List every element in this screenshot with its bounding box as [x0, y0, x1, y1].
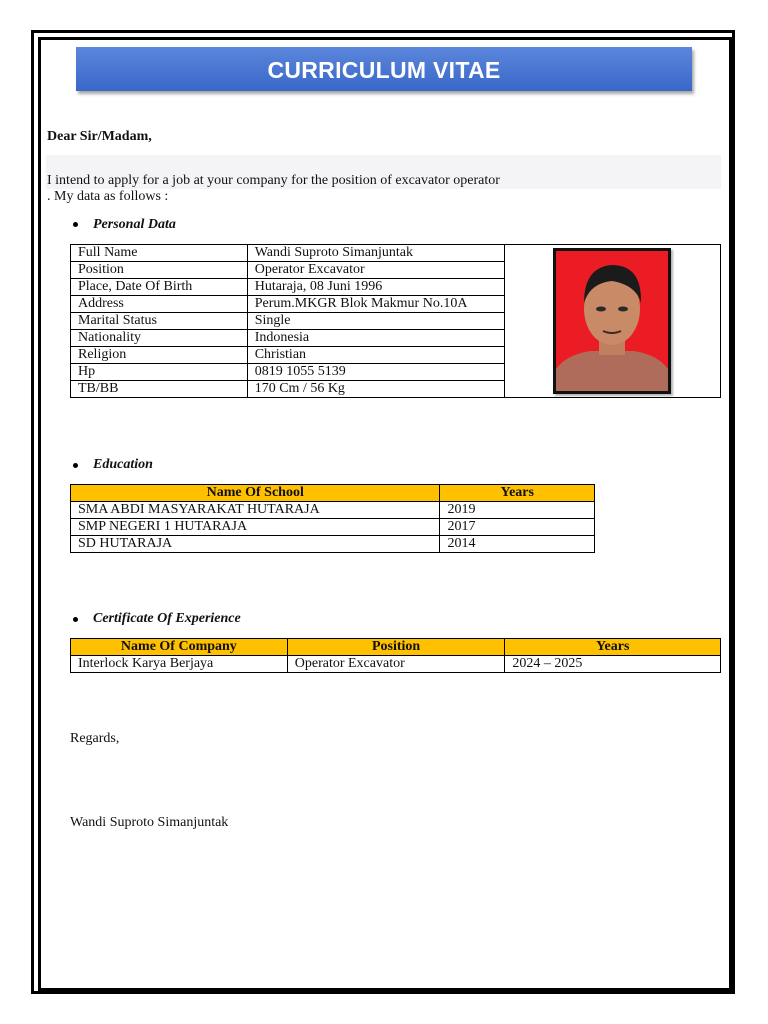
table-row — [71, 656, 721, 673]
school-name: SMA ABDI MASYARAKAT HUTARAJA — [71, 502, 440, 519]
greeting: Dear Sir/Madam, — [47, 129, 152, 144]
personal-label: Religion — [71, 347, 248, 364]
school-year: 2019 — [440, 502, 595, 519]
table-header-row — [71, 485, 595, 502]
column-header: Name Of Company — [71, 639, 288, 656]
bullet-icon — [73, 463, 78, 468]
cv-title-banner: CURRICULUM VITAE — [76, 47, 692, 91]
intro-line-1: I intend to apply for a job at your company for the position of excavator operator — [47, 173, 500, 188]
closing: Regards, — [70, 731, 120, 746]
school-year: 2014 — [440, 536, 595, 553]
column-header: Years — [440, 485, 595, 502]
school-year: 2017 — [440, 519, 595, 536]
personal-value: Operator Excavator — [247, 262, 504, 279]
personal-value: Perum.MKGR Blok Makmur No.10A — [247, 296, 504, 313]
column-header: Position — [287, 639, 505, 656]
company-years: 2024 – 2025 — [505, 656, 721, 673]
personal-value: Single — [247, 313, 504, 330]
intro-line-2: . My data as follows : — [47, 189, 169, 204]
table-row — [71, 245, 721, 262]
personal-label: TB/BB — [71, 381, 248, 398]
personal-label: Full Name — [71, 245, 248, 262]
school-name: SD HUTARAJA — [71, 536, 440, 553]
profile-photo — [553, 248, 671, 394]
section-heading-experience: Certificate Of Experience — [93, 611, 241, 626]
personal-value: Indonesia — [247, 330, 504, 347]
personal-label: Hp — [71, 364, 248, 381]
table-row — [71, 519, 595, 536]
personal-label: Nationality — [71, 330, 248, 347]
personal-value: 170 Cm / 56 Kg — [247, 381, 504, 398]
personal-data-table — [70, 244, 721, 398]
table-row — [71, 502, 595, 519]
company-position: Operator Excavator — [287, 656, 505, 673]
table-header-row — [71, 639, 721, 656]
table-row — [71, 536, 595, 553]
education-table — [70, 484, 595, 553]
bullet-icon — [73, 617, 78, 622]
company-name: Interlock Karya Berjaya — [71, 656, 288, 673]
photo-cell — [504, 245, 721, 398]
personal-value: Wandi Suproto Simanjuntak — [247, 245, 504, 262]
column-header: Years — [505, 639, 721, 656]
personal-value: Christian — [247, 347, 504, 364]
personal-label: Address — [71, 296, 248, 313]
column-header: Name Of School — [71, 485, 440, 502]
personal-label: Position — [71, 262, 248, 279]
personal-value: Hutaraja, 08 Juni 1996 — [247, 279, 504, 296]
personal-label: Marital Status — [71, 313, 248, 330]
bullet-icon — [73, 222, 78, 227]
personal-label: Place, Date Of Birth — [71, 279, 248, 296]
personal-value: 0819 1055 5139 — [247, 364, 504, 381]
school-name: SMP NEGERI 1 HUTARAJA — [71, 519, 440, 536]
experience-table — [70, 638, 721, 673]
signature-name: Wandi Suproto Simanjuntak — [70, 815, 229, 830]
section-heading-personal: Personal Data — [93, 217, 176, 232]
portrait-image — [556, 251, 668, 391]
section-heading-education: Education — [93, 457, 153, 472]
